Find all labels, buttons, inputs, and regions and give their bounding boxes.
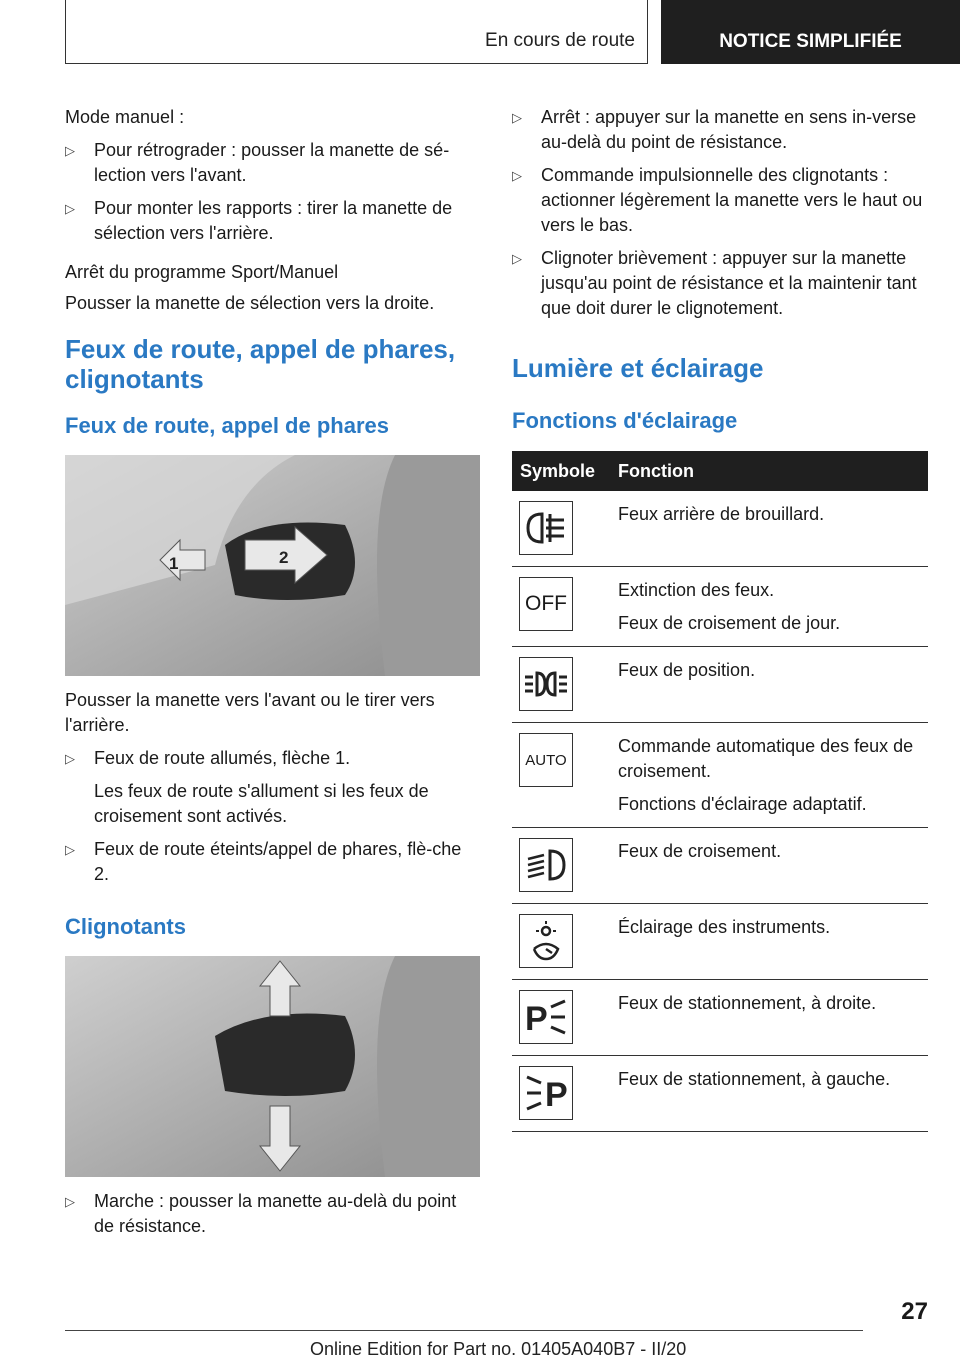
edition-text: Online Edition for Part no. 01405A040B7 - II/20 bbox=[310, 1339, 687, 1359]
function-text: Feux arrière de brouillard. bbox=[618, 504, 825, 524]
table-row bbox=[512, 1056, 928, 1132]
highbeam-text: Pousser la manette vers l'avant ou le tirer vers l'arrière. bbox=[65, 690, 435, 735]
function-text: Extinction des feux. bbox=[618, 580, 775, 600]
left-column bbox=[65, 98, 480, 1247]
parking-light-right-icon bbox=[519, 990, 573, 1044]
bullet-triangle-icon: ▷ bbox=[512, 251, 522, 266]
svg-text:P: P bbox=[525, 1000, 548, 1037]
bullet-triangle-icon: ▷ bbox=[65, 1194, 75, 1209]
function-text: Feux de stationnement, à gauche. bbox=[618, 1069, 891, 1089]
parking-light-left-icon bbox=[519, 1066, 573, 1120]
table-row bbox=[512, 567, 928, 647]
function-text: Éclairage des instruments. bbox=[618, 917, 831, 937]
function-text: Feux de position. bbox=[618, 660, 756, 680]
list-item-detail: Les feux de route s'allument si les feux de croisement sont activés. bbox=[94, 781, 429, 826]
column-header-symbol: Symbole bbox=[512, 451, 610, 491]
function-text: Feux de stationnement, à droite. bbox=[618, 993, 877, 1013]
list-item: ▷ Arrêt : appuyer sur la manette en sens in‐verse au-delà du point de résistance. bbox=[512, 107, 917, 152]
off-icon: OFF bbox=[519, 577, 573, 631]
section-heading: Lumière et éclairage bbox=[512, 353, 764, 383]
table-row bbox=[512, 904, 928, 980]
arrow-label-2: 2 bbox=[279, 548, 289, 567]
table-row bbox=[512, 980, 928, 1056]
chapter-tab: NOTICE SIMPLIFIÉE bbox=[661, 0, 960, 64]
auto-icon: AUTO bbox=[519, 733, 573, 787]
function-text: Feux de croisement. bbox=[618, 841, 782, 861]
svg-text:P: P bbox=[545, 1076, 568, 1113]
section-heading: Feux de route, appel de phares, clignotants bbox=[65, 334, 456, 394]
subsection-heading: Fonctions d'éclairage bbox=[512, 408, 738, 433]
subsection-heading: Clignotants bbox=[65, 914, 186, 939]
function-text: Fonctions d'éclairage adaptatif. bbox=[618, 794, 867, 814]
bullet-triangle-icon: ▷ bbox=[512, 110, 522, 125]
list-item: ▷ Feux de route allumés, flèche 1. bbox=[65, 746, 480, 771]
table-row bbox=[512, 647, 928, 723]
mode-title: Mode manuel : bbox=[65, 107, 185, 127]
list-item: ▷ Pour monter les rapports : tirer la manette de sélection vers l'arrière. bbox=[65, 198, 453, 243]
table-row bbox=[512, 723, 928, 828]
bullet-triangle-icon: ▷ bbox=[512, 168, 522, 183]
arrow-label-1: 1 bbox=[169, 554, 179, 573]
table-row bbox=[512, 828, 928, 904]
list-item: ▷ Commande impulsionnelle des clignotants : actionner légèrement la manette vers le haut ou vers le bas. bbox=[512, 165, 923, 235]
rear-fog-light-icon bbox=[519, 501, 573, 555]
bullet-triangle-icon: ▷ bbox=[65, 201, 75, 216]
function-text: Commande automatique des feux de croisement. bbox=[618, 736, 914, 781]
function-text: Feux de croisement de jour. bbox=[618, 613, 841, 633]
footer-divider bbox=[65, 1330, 863, 1331]
right-column bbox=[512, 98, 928, 1132]
list-item: ▷ Pour rétrograder : pousser la manette de sé‐lection vers l'avant. bbox=[65, 140, 450, 185]
position-lights-icon bbox=[519, 657, 573, 711]
high-beam-lever-photo bbox=[65, 455, 480, 676]
list-item: ▷ Marche : pousser la manette au-delà du point de résistance. bbox=[65, 1191, 457, 1236]
column-header-function: Fonction bbox=[610, 451, 928, 491]
turn-signal-lever-photo bbox=[65, 956, 480, 1177]
stop-title: Arrêt du programme Sport/Manuel bbox=[65, 262, 339, 282]
instrument-lighting-icon bbox=[519, 914, 573, 968]
page-number: 27 bbox=[901, 1298, 928, 1325]
list-item: ▷ Clignoter brièvement : appuyer sur la manette jusqu'au point de résistance et la maintenir tant que doit durer le clignotement. bbox=[512, 248, 917, 318]
bullet-triangle-icon: ▷ bbox=[65, 842, 75, 857]
table-row bbox=[512, 491, 928, 567]
list-item: ▷ Feux de route éteints/appel de phares, flè‐che 2. bbox=[65, 839, 462, 884]
section-title: En cours de route bbox=[485, 30, 635, 51]
bullet-triangle-icon: ▷ bbox=[65, 143, 75, 158]
low-beam-icon bbox=[519, 838, 573, 892]
bullet-triangle-icon: ▷ bbox=[65, 751, 75, 766]
subsection-heading: Feux de route, appel de phares bbox=[65, 413, 389, 438]
stop-text: Pousser la manette de sélection vers la droite. bbox=[65, 293, 435, 313]
lighting-functions-table bbox=[512, 451, 928, 1132]
